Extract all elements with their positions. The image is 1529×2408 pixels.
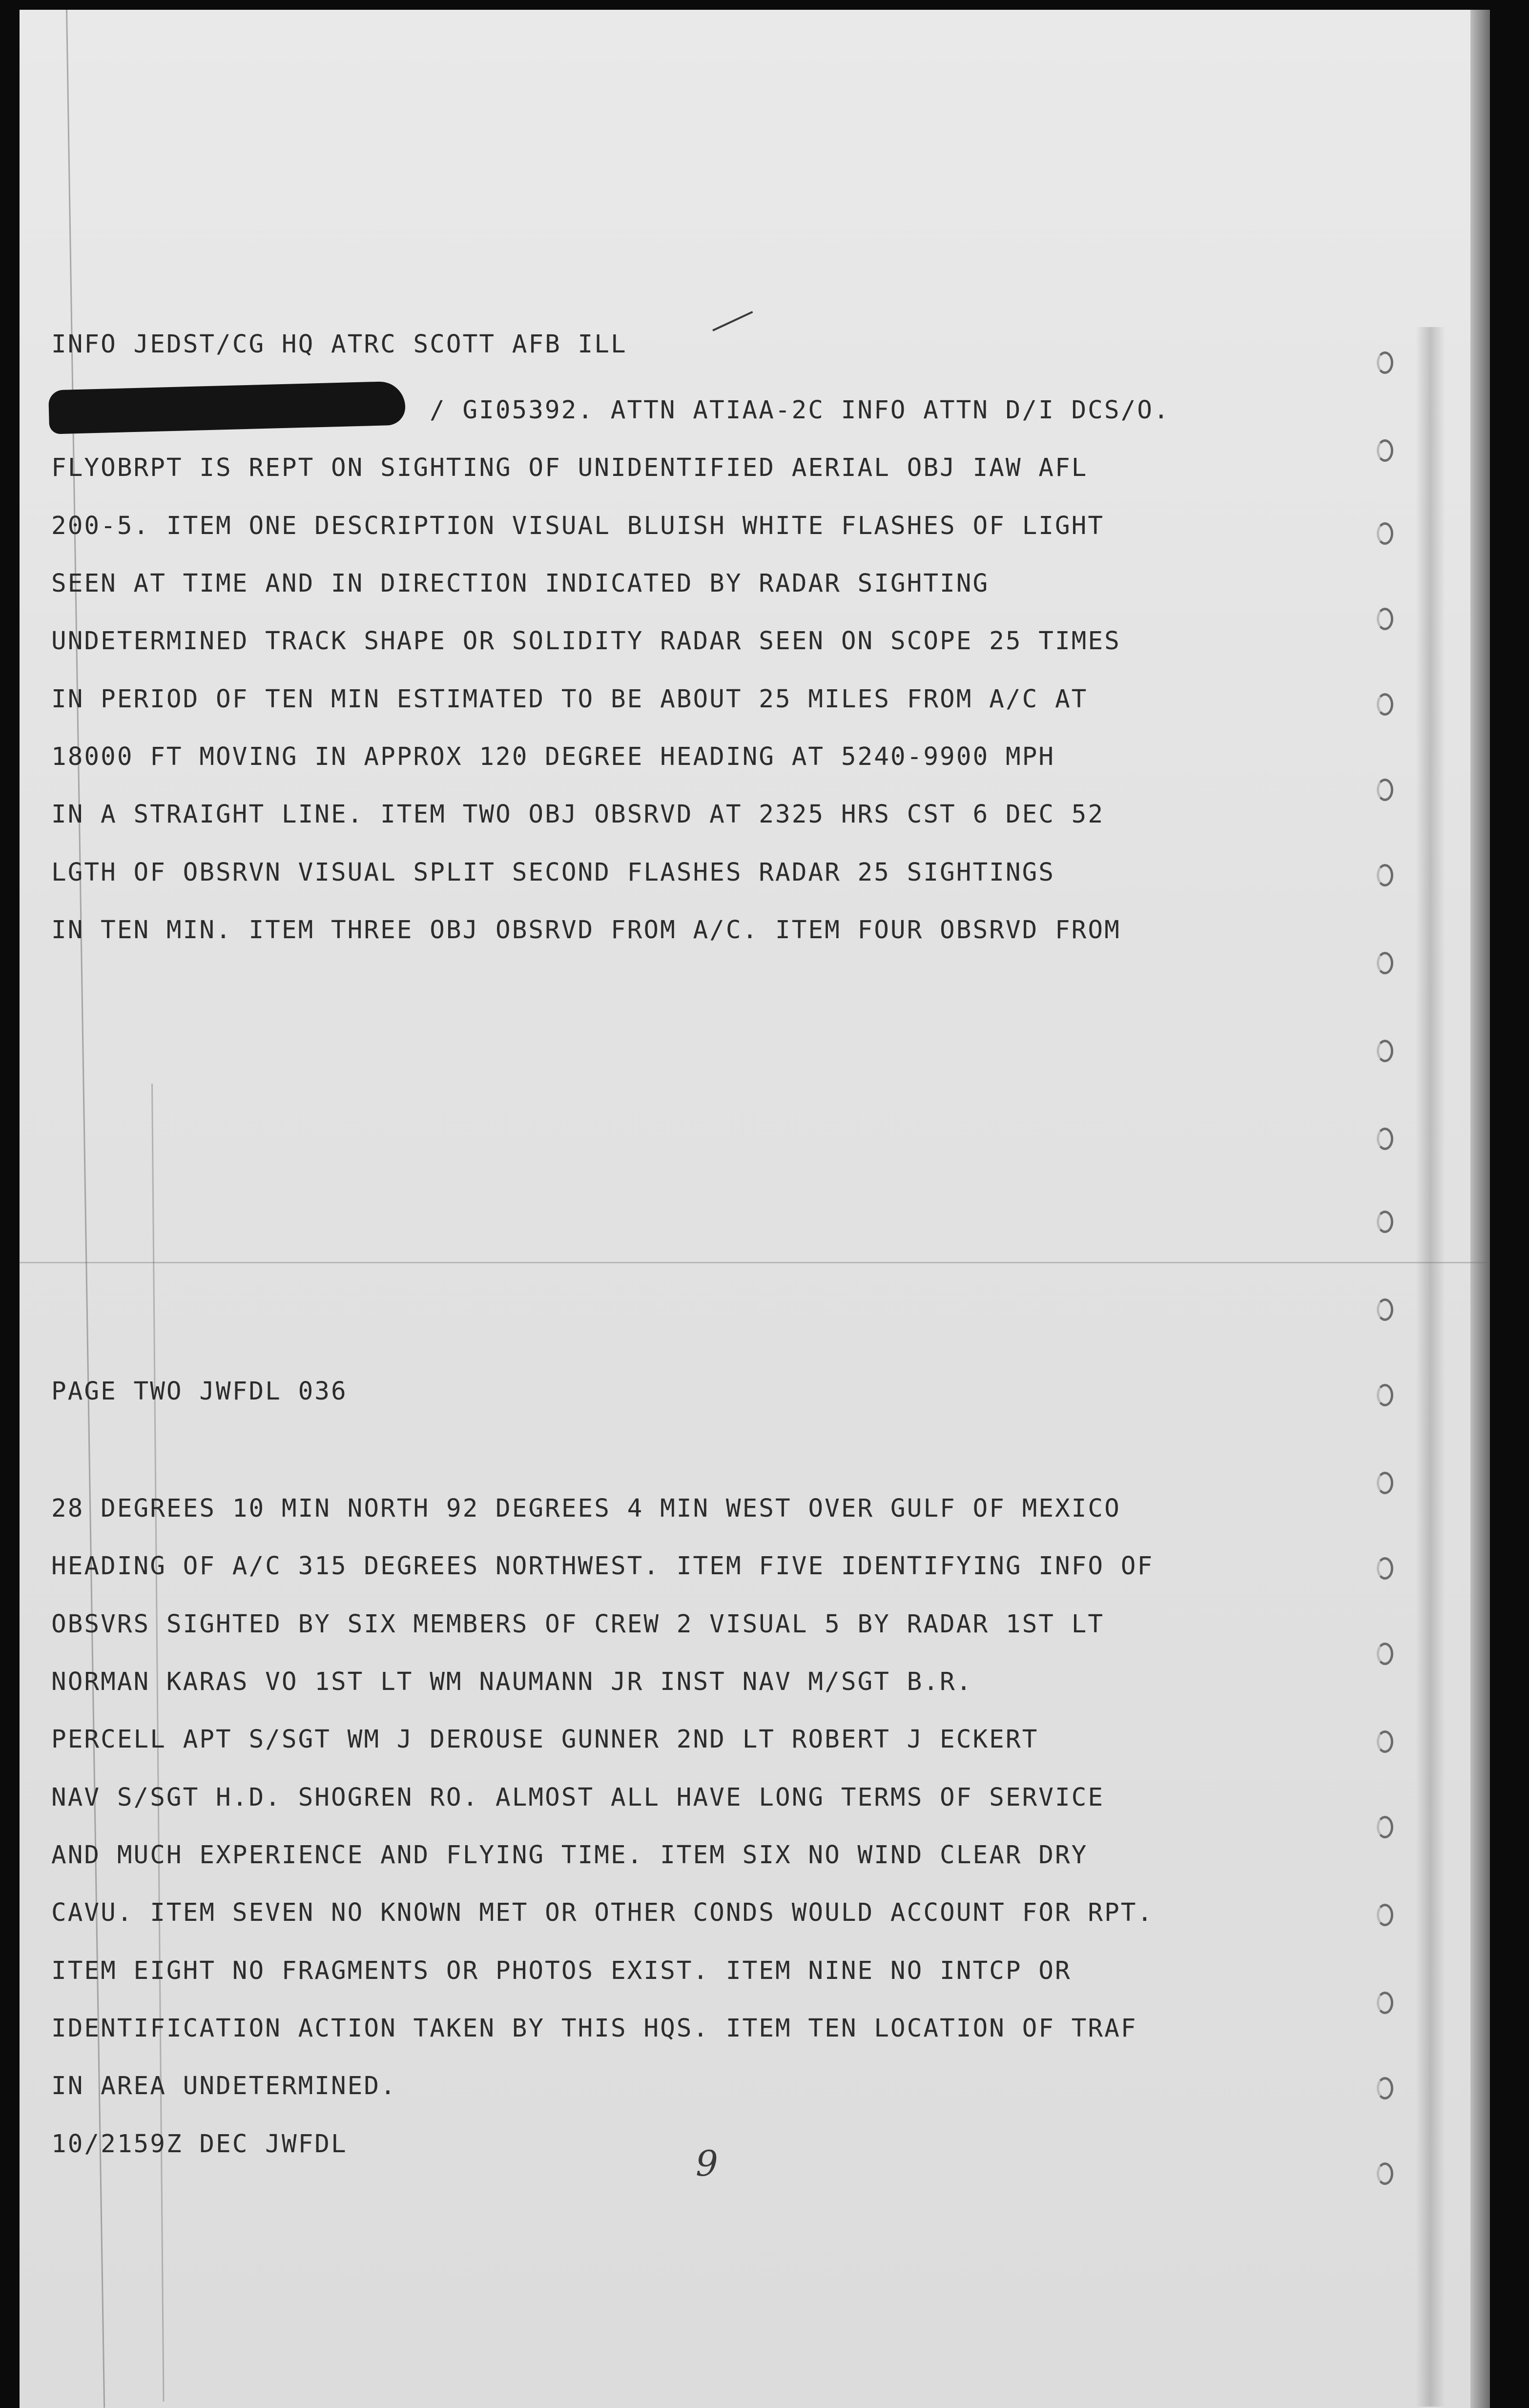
redaction-mark — [48, 381, 406, 434]
perforation-hole — [1377, 2077, 1393, 2099]
message-line: 28 DEGREES 10 MIN NORTH 92 DEGREES 4 MIN WEST OVER GULF OF MEXICO — [51, 1494, 1121, 1523]
perforation-hole — [1377, 779, 1393, 801]
perforation-hole — [1377, 1298, 1393, 1321]
perforation-hole — [1377, 2162, 1393, 2185]
perforation-hole — [1377, 864, 1393, 886]
perforation-hole — [1377, 1384, 1393, 1406]
message-line: PERCELL APT S/SGT WM J DEROUSE GUNNER 2ND LT ROBERT J ECKERT — [51, 1725, 1039, 1754]
page-two-header: PAGE TWO JWFDL 036 — [51, 1377, 348, 1406]
message-line: OBSVRS SIGHTED BY SIX MEMBERS OF CREW 2 VISUAL 5 BY RADAR 1ST LT — [51, 1610, 1105, 1639]
margin-rule — [66, 10, 105, 2408]
message-line: / GI05392. ATTN ATIAA-2C INFO ATTN D/I DCS/O. — [430, 396, 1170, 425]
pen-stroke — [712, 311, 753, 331]
perforation-hole — [1377, 522, 1393, 545]
perforation-hole — [1377, 1472, 1393, 1494]
message-line: IN AREA UNDETERMINED. — [51, 2072, 397, 2100]
teletype-page — [20, 10, 1490, 2408]
message-line: IDENTIFICATION ACTION TAKEN BY THIS HQS. ITEM TEN LOCATION OF TRAF — [51, 2014, 1137, 2043]
message-line: SEEN AT TIME AND IN DIRECTION INDICATED BY RADAR SIGHTING — [51, 569, 990, 598]
message-line: FLYOBRPT IS REPT ON SIGHTING OF UNIDENTIFIED AERIAL OBJ IAW AFL — [51, 453, 1088, 482]
date-time-group: 10/2159Z DEC JWFDL — [51, 2130, 348, 2159]
perforation-hole — [1377, 1040, 1393, 1062]
message-line: ITEM EIGHT NO FRAGMENTS OR PHOTOS EXIST. ITEM NINE NO INTCP OR — [51, 1956, 1072, 1985]
message-line: CAVU. ITEM SEVEN NO KNOWN MET OR OTHER CONDS WOULD ACCOUNT FOR RPT. — [51, 1898, 1154, 1927]
message-line: 18000 FT MOVING IN APPROX 120 DEGREE HEADING AT 5240-9900 MPH — [51, 742, 1055, 771]
perforation-hole — [1377, 1211, 1393, 1233]
page-edge-shadow — [1470, 10, 1490, 2408]
message-line: IN A STRAIGHT LINE. ITEM TWO OBJ OBSRVD AT 2325 HRS CST 6 DEC 52 — [51, 800, 1105, 829]
message-line: AND MUCH EXPERIENCE AND FLYING TIME. ITEM SIX NO WIND CLEAR DRY — [51, 1841, 1088, 1870]
perforation-hole — [1377, 439, 1393, 462]
perforation-hole — [1377, 693, 1393, 716]
header-line: INFO JEDST/CG HQ ATRC SCOTT AFB ILL — [51, 330, 627, 359]
page-fold-line — [20, 1262, 1490, 1263]
perforation-hole — [1377, 1730, 1393, 1753]
message-line: NAV S/SGT H.D. SHOGREN RO. ALMOST ALL HAVE LONG TERMS OF SERVICE — [51, 1783, 1105, 1812]
message-line: 200-5. ITEM ONE DESCRIPTION VISUAL BLUISH WHITE FLASHES OF LIGHT — [51, 512, 1105, 540]
perforation-hole — [1377, 952, 1393, 974]
message-line: LGTH OF OBSRVN VISUAL SPLIT SECOND FLASHES RADAR 25 SIGHTINGS — [51, 858, 1055, 887]
message-line: IN PERIOD OF TEN MIN ESTIMATED TO BE ABOUT 25 MILES FROM A/C AT — [51, 685, 1088, 714]
message-line: NORMAN KARAS VO 1ST LT WM NAUMANN JR INST NAV M/SGT B.R. — [51, 1667, 973, 1696]
message-line: UNDETERMINED TRACK SHAPE OR SOLIDITY RADAR SEEN ON SCOPE 25 TIMES — [51, 627, 1121, 656]
perforation-hole — [1377, 1128, 1393, 1150]
message-line: IN TEN MIN. ITEM THREE OBJ OBSRVD FROM A/C. ITEM FOUR OBSRVD FROM — [51, 916, 1121, 945]
perforation-hole — [1377, 351, 1393, 374]
perforation-hole — [1377, 1557, 1393, 1580]
perforation-hole — [1377, 1643, 1393, 1665]
perforation-hole — [1377, 608, 1393, 630]
perforation-strip — [1416, 327, 1445, 2407]
perforation-hole — [1377, 1816, 1393, 1838]
handwritten-page-number: 9 — [696, 2143, 718, 2184]
perforation-hole — [1377, 1904, 1393, 1926]
message-line: HEADING OF A/C 315 DEGREES NORTHWEST. ITEM FIVE IDENTIFYING INFO OF — [51, 1552, 1154, 1581]
perforation-hole — [1377, 1992, 1393, 2014]
